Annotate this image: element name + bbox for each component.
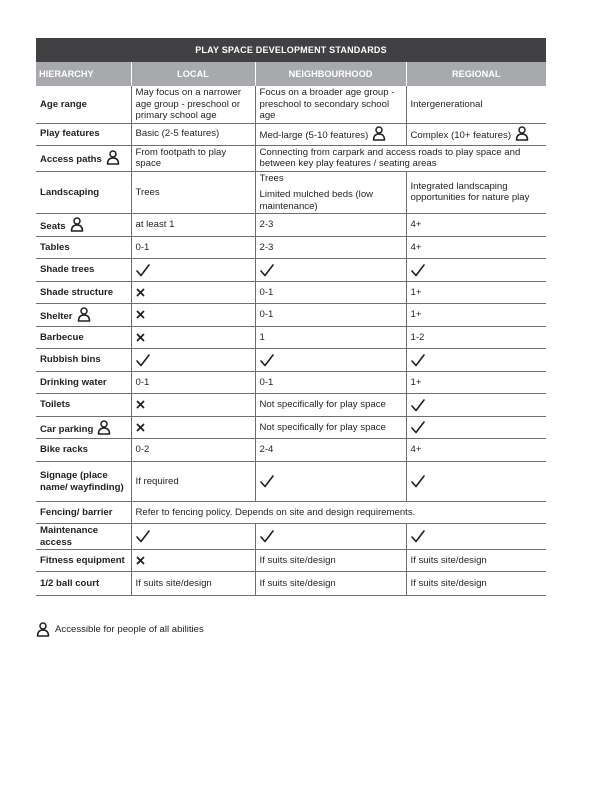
row-label-text: Car parking (40, 423, 94, 435)
cell-neighbourhood (255, 86, 406, 123)
row-label-seats (36, 214, 131, 237)
check-icon (411, 354, 425, 367)
cell-local (131, 502, 546, 524)
cell-text: 1+ (410, 309, 422, 321)
table-row (36, 304, 546, 327)
cell-local (131, 237, 255, 259)
cell-text: Trees (259, 172, 284, 184)
table-row (36, 462, 546, 502)
cell-regional (406, 214, 546, 237)
row-label-bike-racks (36, 439, 131, 462)
cell-text: 0-2 (135, 444, 150, 456)
cell-local (131, 282, 255, 304)
cell-text: Trees (135, 186, 160, 198)
table-row (36, 372, 546, 394)
cell-local (131, 550, 255, 572)
table-header-row (36, 62, 546, 86)
cell-text: Not specifically for play space (259, 399, 386, 411)
row-label-play-features (36, 123, 131, 145)
check-icon (260, 354, 274, 367)
cell-text: Connecting from carpark and access roads to play space and between key play features / seating areas (259, 146, 521, 169)
table-row (36, 394, 546, 417)
cell-regional (406, 372, 546, 394)
cross-icon (136, 288, 145, 297)
cell-text: at least 1 (135, 219, 175, 231)
cell-local (131, 327, 255, 349)
cell-local (131, 123, 255, 145)
table-row (36, 417, 546, 439)
person-icon (36, 622, 50, 637)
cell-local (131, 439, 255, 462)
row-label-text: Landscaping (40, 186, 100, 198)
cell-neighbourhood (255, 259, 406, 282)
cell-local (131, 462, 255, 502)
row-label-maintenance-access (36, 524, 131, 550)
person-icon (515, 126, 529, 141)
check-icon (136, 530, 150, 543)
table-title-row (36, 38, 546, 62)
cell-neighbourhood (255, 237, 406, 259)
cell-text: 4+ (410, 241, 422, 253)
cell-regional (406, 349, 546, 372)
person-icon (106, 150, 120, 165)
cell-neighbourhood (255, 524, 406, 550)
row-label-landscaping (36, 171, 131, 214)
cell-text: 0-1 (259, 309, 274, 321)
row-label-fencing-barrier (36, 502, 131, 524)
row-label-shade-trees (36, 259, 131, 282)
check-icon (136, 354, 150, 367)
cell-neighbourhood (255, 550, 406, 572)
cell-text: Complex (10+ features) (410, 130, 512, 142)
cell-local (131, 417, 255, 439)
cell-regional (406, 572, 546, 596)
row-label-car-parking (36, 417, 131, 439)
row-label-text: Rubbish bins (40, 354, 101, 366)
cell-neighbourhood (255, 327, 406, 349)
row-label-signage-place-name-wayfinding (36, 462, 131, 502)
cell-local (131, 259, 255, 282)
cell-text: Refer to fencing policy. Depends on site and design requirements. (135, 506, 416, 518)
cell-regional (406, 304, 546, 327)
row-label-barbecue (36, 327, 131, 349)
cell-text: 1-2 (410, 331, 425, 343)
person-icon (70, 217, 84, 232)
cell-text: 0-1 (259, 376, 274, 388)
cell-local (131, 214, 255, 237)
row-label-text: Drinking water (40, 376, 107, 388)
cell-regional (406, 171, 546, 214)
column-header-regional: REGIONAL (406, 62, 546, 86)
cell-regional (406, 237, 546, 259)
table-row (36, 214, 546, 237)
row-label-text: Barbecue (40, 331, 84, 343)
check-icon (411, 475, 425, 488)
cell-text: Basic (2-5 features) (135, 128, 220, 140)
table-row (36, 282, 546, 304)
table-body (36, 86, 546, 596)
check-icon (136, 264, 150, 277)
cross-icon (136, 333, 145, 342)
cell-text: 0-1 (135, 376, 150, 388)
row-label-text: Play features (40, 128, 100, 140)
table-row (36, 145, 546, 171)
cell-neighbourhood (255, 214, 406, 237)
row-label-text: Toilets (40, 399, 71, 411)
table-row (36, 524, 546, 550)
cell-text: May focus on a narrower age group - preschool or primary school age (135, 87, 242, 121)
row-label-text: Seats (40, 221, 66, 233)
row-label-rubbish-bins (36, 349, 131, 372)
row-label-text: Access paths (40, 154, 102, 166)
cell-text: Intergenerational (410, 98, 483, 110)
cell-neighbourhood (255, 372, 406, 394)
cross-icon (136, 423, 145, 432)
table-row (36, 439, 546, 462)
cell-text: Focus on a broader age group - preschool to secondary school age (259, 87, 395, 121)
cell-neighbourhood (255, 417, 406, 439)
row-label-text: Signage (place name/ wayfinding) (40, 470, 124, 493)
cell-text: If suits site/design (259, 577, 336, 589)
standards-table (36, 38, 546, 596)
row-label-text: Shade trees (40, 264, 95, 276)
cell-regional (406, 462, 546, 502)
row-label-text: Maintenance access (40, 525, 99, 548)
cell-local (131, 572, 255, 596)
check-icon (260, 264, 274, 277)
column-header-hierarchy: HIERARCHY (36, 62, 131, 86)
table-row (36, 572, 546, 596)
cell-neighbourhood (255, 572, 406, 596)
row-label-shade-structure (36, 282, 131, 304)
person-icon (77, 307, 91, 322)
cell-regional (406, 439, 546, 462)
cell-local (131, 372, 255, 394)
row-label-toilets (36, 394, 131, 417)
cell-text: 2-3 (259, 241, 274, 253)
table-row (36, 502, 546, 524)
cell-text: If suits site/design (410, 554, 487, 566)
cell-neighbourhood (255, 145, 546, 171)
cell-regional (406, 524, 546, 550)
row-label-text: Tables (40, 241, 70, 253)
cell-text: Not specifically for play space (259, 421, 386, 433)
row-label-1-2-ball-court (36, 572, 131, 596)
cross-icon (136, 400, 145, 409)
cell-regional (406, 394, 546, 417)
cell-neighbourhood (255, 123, 406, 145)
cell-neighbourhood (255, 394, 406, 417)
cell-text: 0-1 (135, 241, 150, 253)
cell-text: If suits site/design (410, 577, 487, 589)
cell-neighbourhood (255, 349, 406, 372)
cell-regional (406, 550, 546, 572)
row-label-tables (36, 237, 131, 259)
cell-text: 4+ (410, 444, 422, 456)
row-label-fitness-equipment (36, 550, 131, 572)
cell-regional (406, 86, 546, 123)
table-row (36, 259, 546, 282)
cell-local (131, 171, 255, 214)
row-label-access-paths (36, 145, 131, 171)
cell-neighbourhood (255, 439, 406, 462)
cell-local (131, 349, 255, 372)
table-row (36, 237, 546, 259)
row-label-text: Shelter (40, 311, 73, 323)
cell-text: If suits site/design (259, 554, 336, 566)
row-label-text: Fencing/ barrier (40, 506, 113, 518)
cell-text: If suits site/design (135, 577, 212, 589)
cell-text: From footpath to play space (135, 146, 227, 169)
legend (36, 622, 204, 637)
table-title: PLAY SPACE DEVELOPMENT STANDARDS (36, 38, 546, 62)
cell-neighbourhood (255, 304, 406, 327)
cell-local (131, 304, 255, 327)
cell-neighbourhood (255, 171, 406, 214)
table-row (36, 171, 546, 214)
table-row (36, 550, 546, 572)
cell-regional (406, 123, 546, 145)
cell-regional (406, 417, 546, 439)
cell-text: Integrated landscaping opportunities for nature play (410, 180, 530, 204)
check-icon (260, 530, 274, 543)
check-icon (260, 475, 274, 488)
row-label-text: Bike racks (40, 444, 89, 456)
check-icon (411, 530, 425, 543)
standards-table-container (36, 38, 546, 596)
cell-text: 1 (259, 331, 265, 343)
column-header-neighbourhood: NEIGHBOURHOOD (255, 62, 406, 86)
table-row (36, 86, 546, 123)
row-label-age-range (36, 86, 131, 123)
person-icon (372, 126, 386, 141)
column-header-local: LOCAL (131, 62, 255, 86)
person-icon (97, 420, 111, 435)
cell-text: 1+ (410, 376, 422, 388)
cell-text: If required (135, 475, 179, 487)
check-icon (411, 399, 425, 412)
row-label-text: Age range (40, 98, 87, 110)
cell-local (131, 86, 255, 123)
legend-text: Accessible for people of all abilities (55, 624, 204, 635)
cross-icon (136, 310, 145, 319)
cell-text: 2-3 (259, 219, 274, 231)
check-icon (411, 264, 425, 277)
row-label-drinking-water (36, 372, 131, 394)
cell-neighbourhood (255, 282, 406, 304)
cross-icon (136, 556, 145, 565)
cell-text: 2-4 (259, 444, 274, 456)
table-row (36, 327, 546, 349)
cell-text: 0-1 (259, 286, 274, 298)
cell-text: 1+ (410, 286, 422, 298)
cell-regional (406, 259, 546, 282)
cell-regional (406, 282, 546, 304)
row-label-text: 1/2 ball court (40, 577, 100, 589)
row-label-shelter (36, 304, 131, 327)
cell-local (131, 524, 255, 550)
row-label-text: Fitness equipment (40, 554, 125, 566)
cell-regional (406, 327, 546, 349)
cell-neighbourhood (255, 462, 406, 502)
cell-text: Med-large (5-10 features) (259, 130, 369, 142)
cell-local (131, 145, 255, 171)
cell-text: 4+ (410, 219, 422, 231)
row-label-text: Shade structure (40, 286, 114, 298)
check-icon (411, 421, 425, 434)
cell-local (131, 394, 255, 417)
cell-text-secondary: Limited mulched beds (low maintenance) (259, 189, 374, 212)
table-row (36, 349, 546, 372)
table-row (36, 123, 546, 145)
